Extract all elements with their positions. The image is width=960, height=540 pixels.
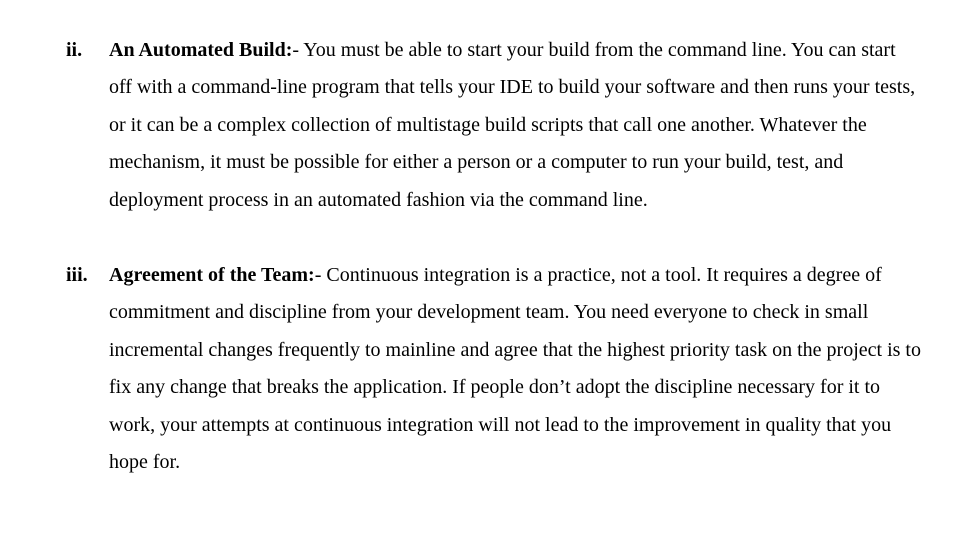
item-heading: An Automated Build: — [109, 39, 293, 61]
item-heading: Agreement of the Team: — [109, 264, 315, 286]
list-item-text — [109, 257, 921, 481]
list-marker: iii. — [66, 264, 88, 286]
item-body: - You must be able to start your build from the command line. You can start off with a command-line program that tells your IDE to build your software and then runs your tests, or it can be a complex collection of multistage build scripts that call one another. Whatever the mechanism, it must be possible for either a person or a computer to run your build, test, and deployment process in an automated fashion via the command line. — [109, 39, 916, 211]
list-item-text — [109, 32, 921, 219]
item-body: - Continuous integration is a practice, not a tool. It requires a degree of commitment and discipline from your development team. You need everyone to check in small incremental changes frequently to mainline and agree that the highest priority task on the project is to fix any change that breaks the application. If people don’t adopt the discipline necessary for it to work, your attempts at continuous integration will not lead to the improvement in quality that you hope for. — [109, 264, 921, 474]
list-marker: ii. — [66, 39, 83, 61]
